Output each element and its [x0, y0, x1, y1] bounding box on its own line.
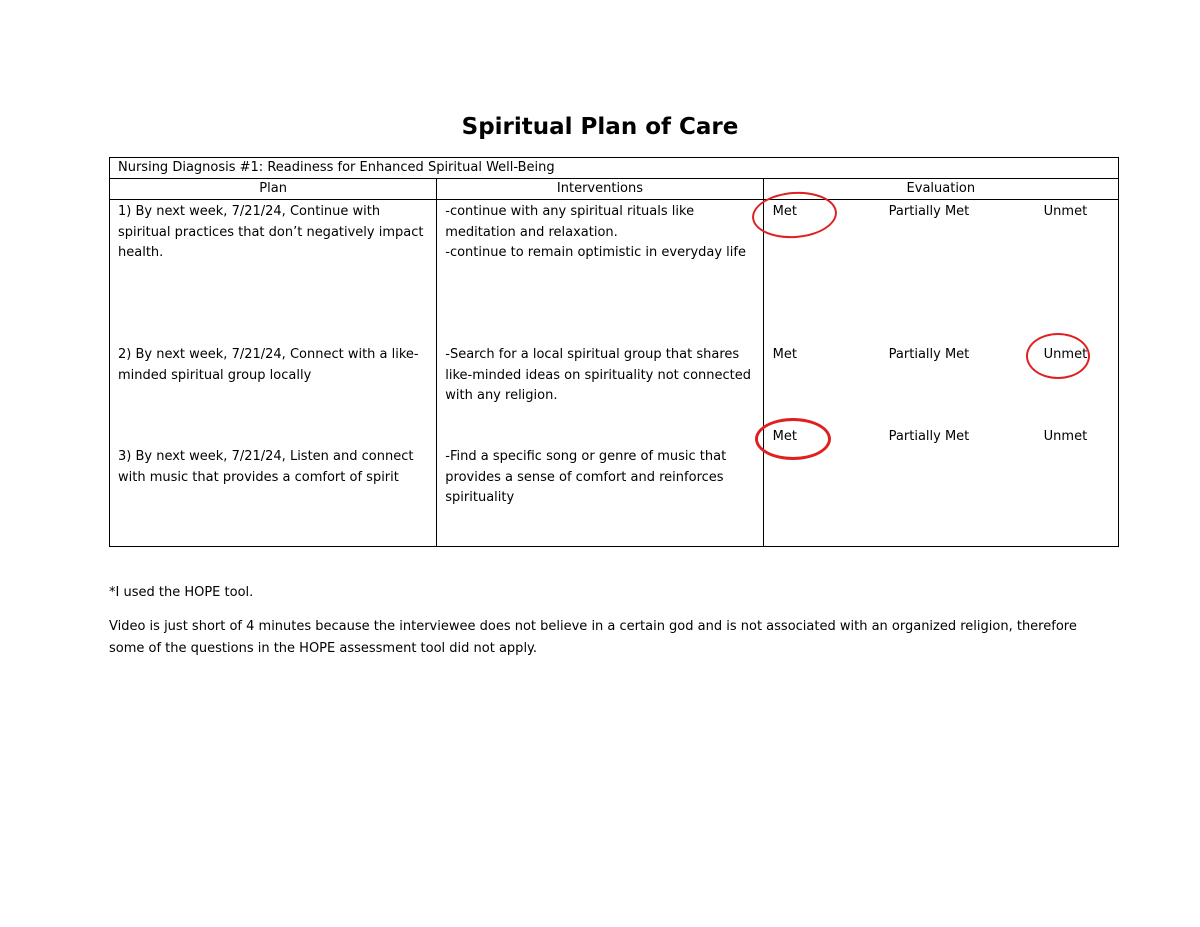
eval-unmet-option: Unmet	[1043, 429, 1088, 444]
intervention-1a: -continue with any spiritual rituals like meditation and relaxation.	[445, 204, 695, 240]
interventions-header: Interventions	[437, 179, 763, 200]
red-circle-annotation	[755, 418, 831, 460]
intervention-1b: -continue to remain optimistic in everyday life	[445, 245, 746, 260]
plan-column	[110, 200, 437, 547]
evaluation-column	[763, 200, 1118, 547]
eval-met-option: Met	[772, 347, 797, 362]
header-row	[110, 179, 1119, 200]
plan-item-3: 3) By next week, 7/21/24, Listen and connect with music that provides a comfort of spirit	[118, 449, 414, 485]
plan-item-2: 2) By next week, 7/21/24, Connect with a like-minded spiritual group locally	[118, 347, 419, 383]
red-circle-annotation	[1026, 333, 1090, 379]
video-length-note: Video is just short of 4 minutes because the interviewee does not believe in a certain god and is not associated with an organized religion, therefore some of the questions in the HOPE assessment tool did not apply.	[109, 619, 1077, 656]
eval-met-option: Met	[772, 429, 797, 444]
eval-unmet-option: Unmet	[1043, 347, 1088, 362]
nursing-diagnosis: Nursing Diagnosis #1: Readiness for Enhanced Spiritual Well-Being	[110, 158, 1119, 179]
intervention-3: -Find a specific song or genre of music that provides a sense of comfort and reinforces spirituality	[445, 449, 727, 505]
eval-unmet-option: Unmet	[1043, 204, 1088, 219]
notes-section	[109, 582, 1109, 672]
diagnosis-row	[110, 158, 1119, 179]
care-plan-table	[109, 157, 1119, 547]
plan-item-1: 1) By next week, 7/21/24, Continue with spiritual practices that don’t negatively impact health.	[118, 204, 424, 260]
interventions-column	[437, 200, 763, 547]
eval-partially-met-option: Partially Met	[888, 204, 970, 219]
plan-header: Plan	[110, 179, 437, 200]
eval-partially-met-option: Partially Met	[888, 347, 970, 362]
intervention-2: -Search for a local spiritual group that shares like-minded ideas on spirituality not connected with any religion.	[445, 347, 751, 403]
page-title: Spiritual Plan of Care	[461, 114, 739, 140]
evaluation-header: Evaluation	[763, 179, 1118, 200]
hope-tool-note: *I used the HOPE tool.	[109, 585, 254, 600]
body-row	[110, 200, 1119, 547]
eval-partially-met-option: Partially Met	[888, 429, 970, 444]
eval-met-option: Met	[772, 204, 797, 219]
